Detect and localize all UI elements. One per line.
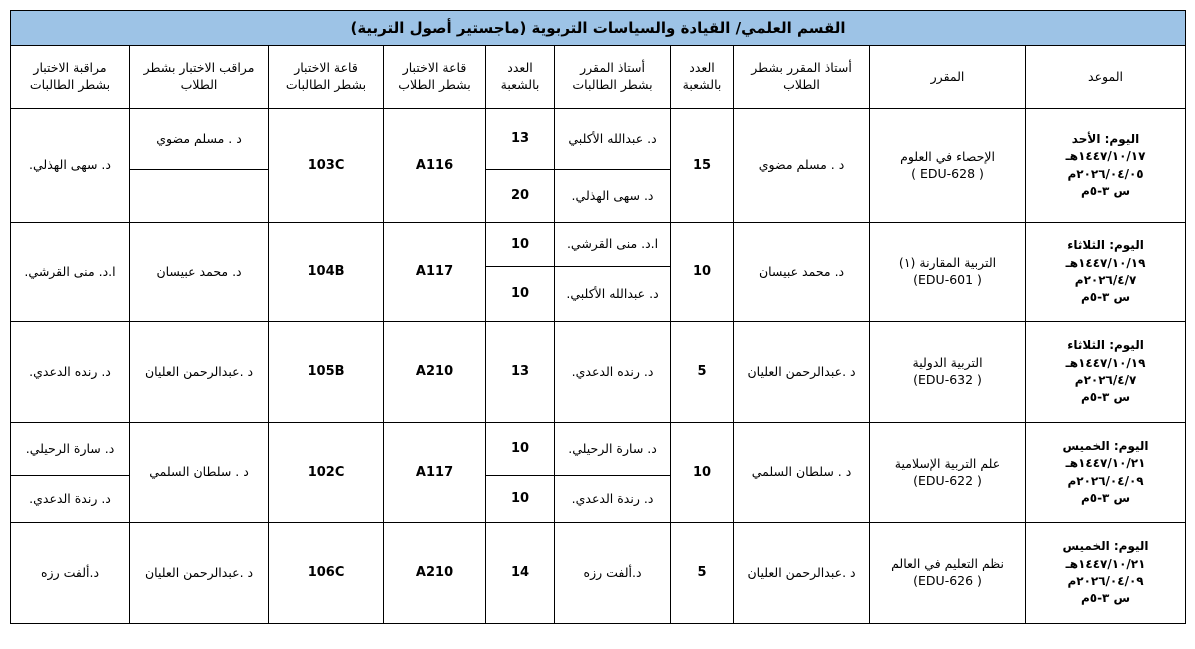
prof-male-cell: د . مسلم مضوي bbox=[734, 109, 870, 223]
header-proctor-male: مراقب الاختبار بشطر الطلاب bbox=[130, 46, 269, 109]
room-male-cell: A210 bbox=[384, 322, 486, 423]
room-male-cell: A117 bbox=[384, 423, 486, 523]
header-row bbox=[11, 46, 1186, 109]
proctor-male-cell: د .عبدالرحمن العليان bbox=[130, 322, 269, 423]
course-cell: الإحصاء في العلوم ( EDU-628 ) bbox=[870, 109, 1026, 223]
proctor-male-cell: د .عبدالرحمن العليان bbox=[130, 523, 269, 624]
count-female-cell: 10 bbox=[486, 476, 555, 523]
count-female-cell: 14 bbox=[486, 523, 555, 624]
proctor-male-cell: د . مسلم مضوي bbox=[130, 109, 269, 170]
header-room-female: قاعة الاختبار بشطر الطالبات bbox=[269, 46, 384, 109]
prof-female-cell: ا.د. منى القرشي. bbox=[555, 223, 671, 267]
prof-female-cell: د. سهى الهذلي. bbox=[555, 170, 671, 223]
header-prof-male: أستاذ المقرر بشطر الطلاب bbox=[734, 46, 870, 109]
count-female-cell: 20 bbox=[486, 170, 555, 223]
proctor-male-cell bbox=[130, 170, 269, 223]
room-female-cell: 102C bbox=[269, 423, 384, 523]
room-female-cell: 105B bbox=[269, 322, 384, 423]
prof-male-cell: د .عبدالرحمن العليان bbox=[734, 523, 870, 624]
header-proctor-female: مراقبة الاختبار بشطر الطالبات bbox=[11, 46, 130, 109]
count-female-cell: 10 bbox=[486, 223, 555, 267]
proctor-female-cell: د. رنده الدعدي. bbox=[11, 322, 130, 423]
exam-schedule-table bbox=[10, 10, 1186, 624]
prof-female-cell: د. رندة الدعدي. bbox=[555, 476, 671, 523]
exam-schedule-sheet bbox=[10, 10, 1185, 624]
count-female-cell: 13 bbox=[486, 322, 555, 423]
proctor-female-cell: د.ألفت رزه bbox=[11, 523, 130, 624]
course-cell: علم التربية الإسلامية ( EDU-622) bbox=[870, 423, 1026, 523]
proctor-female-cell: ا.د. منى القرشي. bbox=[11, 223, 130, 322]
course-cell: التربية الدولية ( EDU-632) bbox=[870, 322, 1026, 423]
prof-female-cell: د. عبدالله الأكلبي bbox=[555, 109, 671, 170]
proctor-female-cell: د. رندة الدعدي. bbox=[11, 476, 130, 523]
room-male-cell: A210 bbox=[384, 523, 486, 624]
room-female-cell: 103C bbox=[269, 109, 384, 223]
schedule-cell: اليوم: الثلاثاء ١٤٤٧/١٠/١٩هـ ٢٠٢٦/٤/٧م س ٣-٥م bbox=[1026, 223, 1186, 322]
room-female-cell: 106C bbox=[269, 523, 384, 624]
prof-female-cell: د.ألفت رزه bbox=[555, 523, 671, 624]
room-male-cell: A116 bbox=[384, 109, 486, 223]
schedule-cell: اليوم: الخميس ١٤٤٧/١٠/٢١هـ ٢٠٢٦/٠٤/٠٩م س ٣-٥م bbox=[1026, 423, 1186, 523]
prof-male-cell: د .عبدالرحمن العليان bbox=[734, 322, 870, 423]
prof-female-cell: د. رنده الدعدي. bbox=[555, 322, 671, 423]
room-male-cell: A117 bbox=[384, 223, 486, 322]
proctor-male-cell: د. محمد عبيسان bbox=[130, 223, 269, 322]
proctor-male-cell: د . سلطان السلمي bbox=[130, 423, 269, 523]
header-room-male: قاعة الاختبار بشطر الطلاب bbox=[384, 46, 486, 109]
count-female-cell: 10 bbox=[486, 423, 555, 476]
header-count-female: العدد بالشعبة bbox=[486, 46, 555, 109]
proctor-female-cell: د. سارة الرحيلي. bbox=[11, 423, 130, 476]
count-female-cell: 10 bbox=[486, 267, 555, 322]
prof-male-cell: د . سلطان السلمي bbox=[734, 423, 870, 523]
room-female-cell: 104B bbox=[269, 223, 384, 322]
table-row bbox=[11, 423, 1186, 476]
count-male-cell: 15 bbox=[671, 109, 734, 223]
course-cell: التربية المقارنة (١) ( EDU-601) bbox=[870, 223, 1026, 322]
table-row bbox=[11, 523, 1186, 624]
header-course: المقرر bbox=[870, 46, 1026, 109]
count-male-cell: 5 bbox=[671, 322, 734, 423]
schedule-cell: اليوم: الأحد ١٤٤٧/١٠/١٧هـ ٢٠٢٦/٠٤/٠٥م س ٣-٥م bbox=[1026, 109, 1186, 223]
proctor-female-cell: د. سهى الهذلي. bbox=[11, 109, 130, 223]
count-male-cell: 10 bbox=[671, 223, 734, 322]
table-row bbox=[11, 322, 1186, 423]
prof-male-cell: د. محمد عبيسان bbox=[734, 223, 870, 322]
count-female-cell: 13 bbox=[486, 109, 555, 170]
schedule-cell: اليوم: الخميس ١٤٤٧/١٠/٢١هـ ٢٠٢٦/٠٤/٠٩م س ٣-٥م bbox=[1026, 523, 1186, 624]
header-schedule: الموعد bbox=[1026, 46, 1186, 109]
table-row bbox=[11, 223, 1186, 267]
table-row bbox=[11, 109, 1186, 170]
prof-female-cell: د. عبدالله الأكلبي. bbox=[555, 267, 671, 322]
course-cell: نظم التعليم في العالم ( EDU-626) bbox=[870, 523, 1026, 624]
header-prof-female: أستاذ المقرر بشطر الطالبات bbox=[555, 46, 671, 109]
count-male-cell: 5 bbox=[671, 523, 734, 624]
page-title: القسم العلمي/ القيادة والسياسات التربوية (ماجستير أصول التربية) bbox=[11, 11, 1186, 46]
prof-female-cell: د. سارة الرحيلي. bbox=[555, 423, 671, 476]
count-male-cell: 10 bbox=[671, 423, 734, 523]
header-count-male: العدد بالشعبة bbox=[671, 46, 734, 109]
schedule-cell: اليوم: الثلاثاء ١٤٤٧/١٠/١٩هـ ٢٠٢٦/٤/٧م س ٣-٥م bbox=[1026, 322, 1186, 423]
